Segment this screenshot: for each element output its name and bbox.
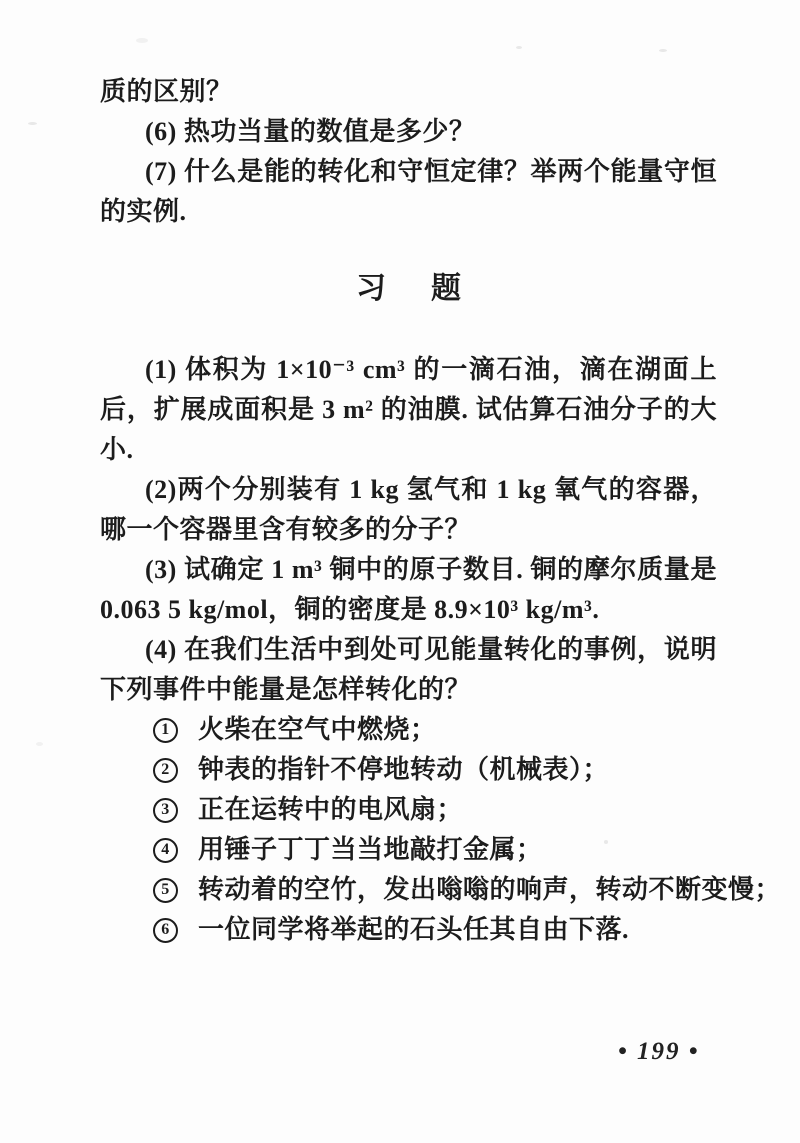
list-item-6 — [100, 910, 717, 950]
problem-3: (3) 试确定 1 m³ 铜中的原子数目. 铜的摩尔质量是 0.063 5 kg/mol，铜的密度是 8.9×10³ kg/m³. — [100, 555, 717, 624]
scan-speck — [604, 840, 608, 844]
list-item-text: 正在运转中的电风扇； — [198, 795, 464, 824]
circled-number-6: 6 — [153, 918, 178, 943]
list-item-2 — [100, 750, 717, 790]
scan-speck — [36, 742, 43, 746]
list-item-text: 用锤子丁丁当当地敲打金属； — [198, 835, 543, 864]
circled-number-3: 3 — [153, 798, 178, 823]
question-6: (6) 热功当量的数值是多少？ — [145, 117, 476, 146]
list-item-text: 钟表的指针不停地转动（机械表）； — [198, 755, 610, 784]
scan-speck — [136, 38, 148, 43]
circled-number-2: 2 — [153, 758, 178, 783]
problem-1: (1) 体积为 1×10⁻³ cm³ 的一滴石油，滴在湖面上后，扩展成面积是 3 m² 的油膜. 试估算石油分子的大小. — [100, 355, 717, 464]
list-item-5 — [100, 870, 782, 910]
paragraph-continuation: 质的区别？ — [100, 77, 233, 106]
scan-speck — [28, 122, 37, 125]
list-item-4 — [100, 830, 717, 870]
circled-number-1: 1 — [153, 718, 178, 743]
scan-speck — [516, 46, 522, 49]
section-title-exercises: 习 题 — [356, 272, 469, 305]
question-7: (7) 什么是能的转化和守恒定律？举两个能量守恒的实例. — [100, 157, 717, 226]
circled-number-4: 4 — [153, 838, 178, 863]
list-item-text: 火柴在空气中燃烧； — [198, 715, 437, 744]
scan-speck — [659, 49, 667, 52]
page-number: • 199 • — [618, 1038, 700, 1065]
list-item-1 — [100, 710, 717, 750]
problem-4: (4) 在我们生活中到处可见能量转化的事例，说明下列事件中能量是怎样转化的？ — [100, 635, 717, 704]
list-item-3 — [100, 790, 717, 830]
problem-2: (2)两个分别装有 1 kg 氢气和 1 kg 氧气的容器，哪一个容器里含有较多的分子？ — [100, 475, 717, 544]
circled-number-5: 5 — [153, 878, 178, 903]
list-item-text: 一位同学将举起的石头任其自由下落. — [198, 915, 630, 944]
list-item-text: 转动着的空竹，发出嗡嗡的响声，转动不断变慢； — [198, 875, 782, 904]
page-body-text — [100, 0, 782, 950]
